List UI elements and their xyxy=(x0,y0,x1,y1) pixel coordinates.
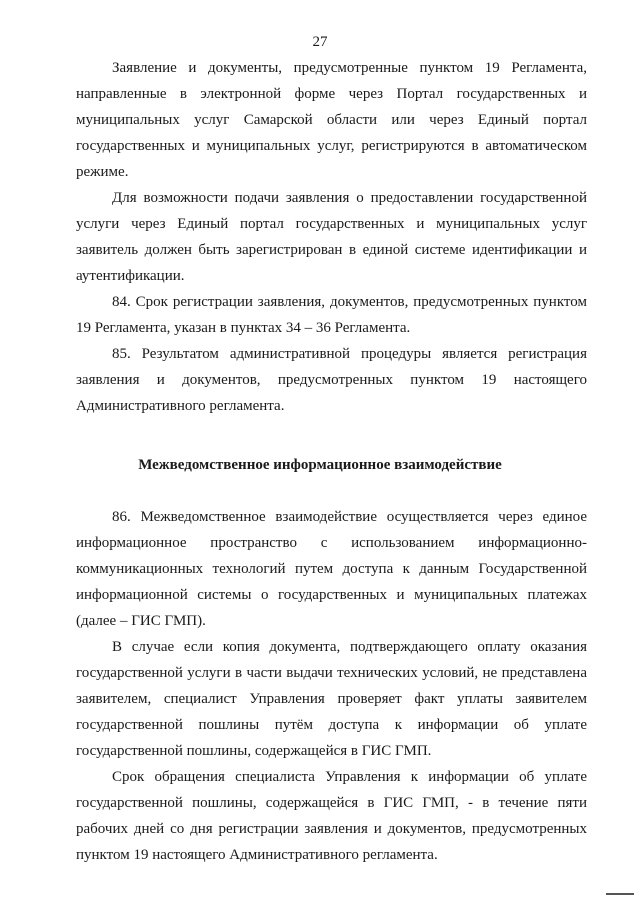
paragraph-86-line-5: (далее – ГИС ГМП). xyxy=(76,613,206,629)
paragraph-85-line-3: Административного регламента. xyxy=(76,398,285,414)
paragraph-7-line-2: государственной услуги в части выдачи технических условий, не представлена xyxy=(76,665,587,681)
section-heading: Межведомственное информационное взаимодействие xyxy=(138,457,502,473)
paragraph-86-line-3: коммуникационных технологий путем доступа к данным Государственной xyxy=(76,561,587,577)
paragraph-84-line-1: 84. Срок регистрации заявления, документов, предусмотренных пунктом xyxy=(112,294,587,310)
scan-artifact-mark xyxy=(606,893,634,895)
paragraph-8-line-4: пунктом 19 настоящего Административного регламента. xyxy=(76,847,438,863)
paragraph-7-line-1: В случае если копия документа, подтверждающего оплату оказания xyxy=(112,639,587,655)
paragraph-1-line-3: муниципальных услуг Самарской области или через Единый портал xyxy=(76,112,587,128)
paragraph-8-line-3: рабочих дней со дня регистрации заявления и документов, предусмотренных xyxy=(76,821,587,837)
paragraph-86-line-4: информационной системы о государственных и муниципальных платежах xyxy=(76,587,587,603)
paragraph-1-line-1: Заявление и документы, предусмотренные пунктом 19 Регламента, xyxy=(112,60,587,76)
paragraph-7-line-5: государственной пошлины, содержащейся в ГИС ГМП. xyxy=(76,743,432,759)
paragraph-7-line-4: государственной пошлины путём доступа к информации об уплате xyxy=(76,717,587,733)
paragraph-84-line-2: 19 Регламента, указан в пунктах 34 – 36 Регламента. xyxy=(76,320,411,336)
paragraph-86-line-1: 86. Межведомственное взаимодействие осуществляется через единое xyxy=(112,509,587,525)
paragraph-8-line-1: Срок обращения специалиста Управления к информации об уплате xyxy=(112,769,587,785)
paragraph-2-line-3: заявитель должен быть зарегистрирован в единой системе идентификации и xyxy=(76,242,587,258)
paragraph-8-line-2: государственной пошлины, содержащейся в ГИС ГМП, - в течение пяти xyxy=(76,795,587,811)
paragraph-1-line-5: режиме. xyxy=(76,164,129,180)
paragraph-2-line-2: услуги через Единый портал государственных и муниципальных услуг xyxy=(76,216,587,232)
paragraph-85-line-2: заявления и документов, предусмотренных пунктом 19 настоящего xyxy=(76,372,587,388)
paragraph-1-line-2: направленные в электронной форме через Портал государственных и xyxy=(76,86,587,102)
page-number: 27 xyxy=(312,34,328,50)
paragraph-86-line-2: информационное пространство с использованием информационно- xyxy=(76,535,587,551)
paragraph-2-line-1: Для возможности подачи заявления о предоставлении государственной xyxy=(112,190,587,206)
paragraph-85-line-1: 85. Результатом административной процедуры является регистрация xyxy=(112,346,587,362)
paragraph-7-line-3: заявителем, специалист Управления проверяет факт уплаты заявителем xyxy=(76,691,587,707)
paragraph-1-line-4: государственных и муниципальных услуг, регистрируются в автоматическом xyxy=(76,138,587,154)
paragraph-2-line-4: аутентификации. xyxy=(76,268,185,284)
